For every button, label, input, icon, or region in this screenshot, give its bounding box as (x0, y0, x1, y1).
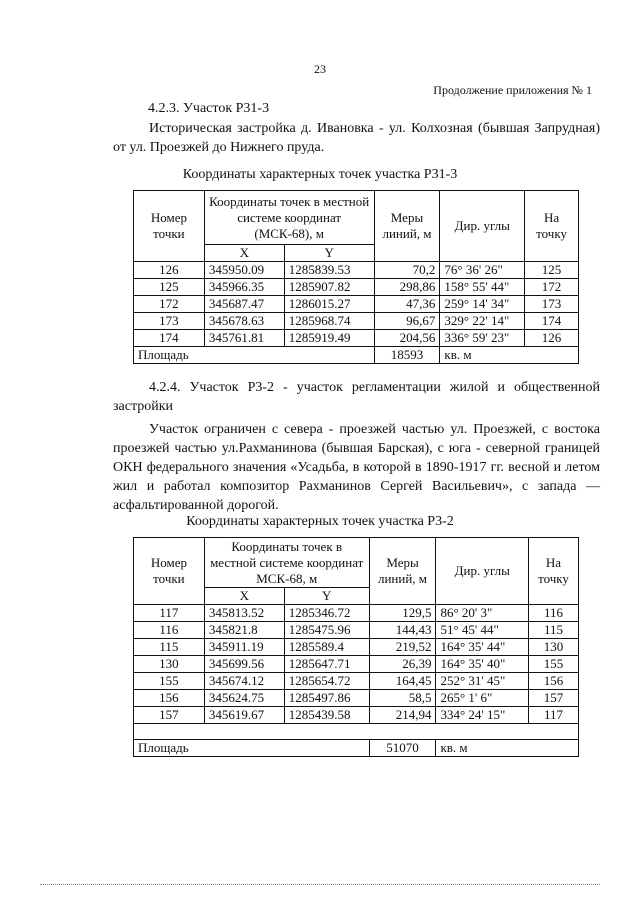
cell-n: 126 (134, 262, 205, 279)
table-row (134, 673, 579, 690)
cell-y: 1285839.53 (284, 262, 374, 279)
header-y: Y (284, 245, 374, 262)
cell-len: 219,52 (369, 639, 436, 656)
cell-n: 155 (134, 673, 205, 690)
cell-y: 1285907.82 (284, 279, 374, 296)
cell-x: 345674.12 (204, 673, 284, 690)
section-heading-rz-2 (113, 378, 600, 416)
cell-ang: 336° 59' 23" (440, 330, 525, 347)
cell-ang: 265° 1' 6" (436, 690, 529, 707)
cell-len: 96,67 (374, 313, 440, 330)
empty-row (134, 724, 579, 740)
header-angle: Дир. углы (436, 538, 529, 605)
cell-ang: 51° 45' 44" (436, 622, 529, 639)
header-length: Меры линий, м (374, 191, 440, 262)
cell-to: 174 (525, 313, 579, 330)
cell-n: 125 (134, 279, 205, 296)
cell-x: 345966.35 (204, 279, 284, 296)
table-row (134, 279, 579, 296)
cell-to: 172 (525, 279, 579, 296)
section-text-rz-2 (113, 420, 600, 515)
header-point: Номер точки (134, 538, 205, 605)
cell-len: 58,5 (369, 690, 436, 707)
cell-n: 117 (134, 605, 205, 622)
cell-x: 345624.75 (204, 690, 284, 707)
cell-ang: 329° 22' 14" (440, 313, 525, 330)
cell-ang: 76° 36' 26" (440, 262, 525, 279)
table-row (134, 639, 579, 656)
cell-x: 345699.56 (204, 656, 284, 673)
cell-x: 345813.52 (204, 605, 284, 622)
header-coordinates: Координаты точек в местной системе координат МСК-68, м (204, 538, 369, 588)
cell-to: 126 (525, 330, 579, 347)
appendix-label: Продолжение приложения № 1 (433, 83, 592, 97)
header-to-point: На точку (529, 538, 579, 605)
cell-y: 1285968.74 (284, 313, 374, 330)
area-label: Площадь (134, 740, 370, 757)
cell-len: 298,86 (374, 279, 440, 296)
area-value: 18593 (374, 347, 440, 364)
area-unit: кв. м (436, 740, 579, 757)
cell-to: 115 (529, 622, 579, 639)
cell-x: 345761.81 (204, 330, 284, 347)
table-caption-rz-2: Координаты характерных точек участка Р3-2 (186, 514, 454, 529)
table-row (134, 622, 579, 639)
cell-y: 1285439.58 (284, 707, 369, 724)
cell-len: 26,39 (369, 656, 436, 673)
section-text-rz1-3 (113, 119, 600, 157)
cell-y: 1285589.4 (284, 639, 369, 656)
cell-y: 1285654.72 (284, 673, 369, 690)
cell-ang: 252° 31' 45" (436, 673, 529, 690)
cell-len: 70,2 (374, 262, 440, 279)
header-x: X (204, 245, 284, 262)
cell-len: 214,94 (369, 707, 436, 724)
table-row (134, 262, 579, 279)
table-row (134, 313, 579, 330)
section-text-rz-2-body: Участок ограничен с севера - проезжей частью ул. Проезжей, с востока проезжей частью ул.Рахманинова (бывшая Барская), с юга - северной границей ОКН федерального значения «Усадьба, в которой в 1890-1917 гг. весной и летом жил и работал композитор Рахманинов Сергей Васильевич», с запада — асфальтированной дорогой. (113, 422, 600, 513)
header-x: X (204, 588, 284, 605)
cell-ang: 259° 14' 34" (440, 296, 525, 313)
cell-x: 345678.63 (204, 313, 284, 330)
cell-y: 1285647.71 (284, 656, 369, 673)
area-value: 51070 (369, 740, 436, 757)
cell-x: 345821.8 (204, 622, 284, 639)
table-row (134, 690, 579, 707)
cell-y: 1285475.96 (284, 622, 369, 639)
cell-n: 173 (134, 313, 205, 330)
cell-x: 345687.47 (204, 296, 284, 313)
area-unit: кв. м (440, 347, 579, 364)
header-point: Номер точки (134, 191, 205, 262)
cell-n: 115 (134, 639, 205, 656)
table-row (134, 296, 579, 313)
table-row (134, 656, 579, 673)
cell-to: 125 (525, 262, 579, 279)
cell-ang: 158° 55' 44" (440, 279, 525, 296)
cell-len: 164,45 (369, 673, 436, 690)
cell-to: 173 (525, 296, 579, 313)
cell-y: 1285346.72 (284, 605, 369, 622)
header-to-point: На точку (525, 191, 579, 262)
header-y: Y (284, 588, 369, 605)
cell-x: 345911.19 (204, 639, 284, 656)
cell-n: 116 (134, 622, 205, 639)
cell-ang: 334° 24' 15" (436, 707, 529, 724)
coordinates-table-rz-2 (133, 537, 579, 757)
table-row (134, 707, 579, 724)
header-coordinates: Координаты точек в местной системе координат (МСК-68), м (204, 191, 374, 245)
table-row (134, 330, 579, 347)
cell-n: 130 (134, 656, 205, 673)
table-caption-rz1-3: Координаты характерных точек участка Р31-3 (182, 167, 458, 182)
cell-n: 157 (134, 707, 205, 724)
page-bottom-edge (40, 884, 600, 886)
cell-y: 1285497.86 (284, 690, 369, 707)
cell-to: 116 (529, 605, 579, 622)
cell-len: 204,56 (374, 330, 440, 347)
cell-len: 144,43 (369, 622, 436, 639)
cell-x: 345950.09 (204, 262, 284, 279)
cell-to: 155 (529, 656, 579, 673)
section-text-rz1-3-body: Историческая застройка д. Ивановка - ул. Колхозная (бывшая Запрудная) от ул. Проезжей до Нижнего пруда. (113, 121, 600, 155)
cell-y: 1285919.49 (284, 330, 374, 347)
cell-to: 130 (529, 639, 579, 656)
cell-to: 157 (529, 690, 579, 707)
header-angle: Дир. углы (440, 191, 525, 262)
cell-y: 1286015.27 (284, 296, 374, 313)
cell-len: 129,5 (369, 605, 436, 622)
cell-ang: 86° 20' 3" (436, 605, 529, 622)
section-heading-rz-2-text: 4.2.4. Участок Р3-2 - участок регламентации жилой и общественной застройки (113, 380, 600, 414)
header-length: Меры линий, м (369, 538, 436, 605)
page-number: 23 (314, 62, 326, 76)
coordinates-table-rz1-3 (133, 190, 579, 364)
table-row (134, 605, 579, 622)
cell-n: 174 (134, 330, 205, 347)
cell-to: 117 (529, 707, 579, 724)
cell-x: 345619.67 (204, 707, 284, 724)
cell-n: 156 (134, 690, 205, 707)
cell-len: 47,36 (374, 296, 440, 313)
cell-ang: 164° 35' 44" (436, 639, 529, 656)
cell-ang: 164° 35' 40" (436, 656, 529, 673)
cell-n: 172 (134, 296, 205, 313)
section-heading-rz1-3: 4.2.3. Участок Р31-3 (148, 101, 270, 116)
cell-to: 156 (529, 673, 579, 690)
area-label: Площадь (134, 347, 375, 364)
